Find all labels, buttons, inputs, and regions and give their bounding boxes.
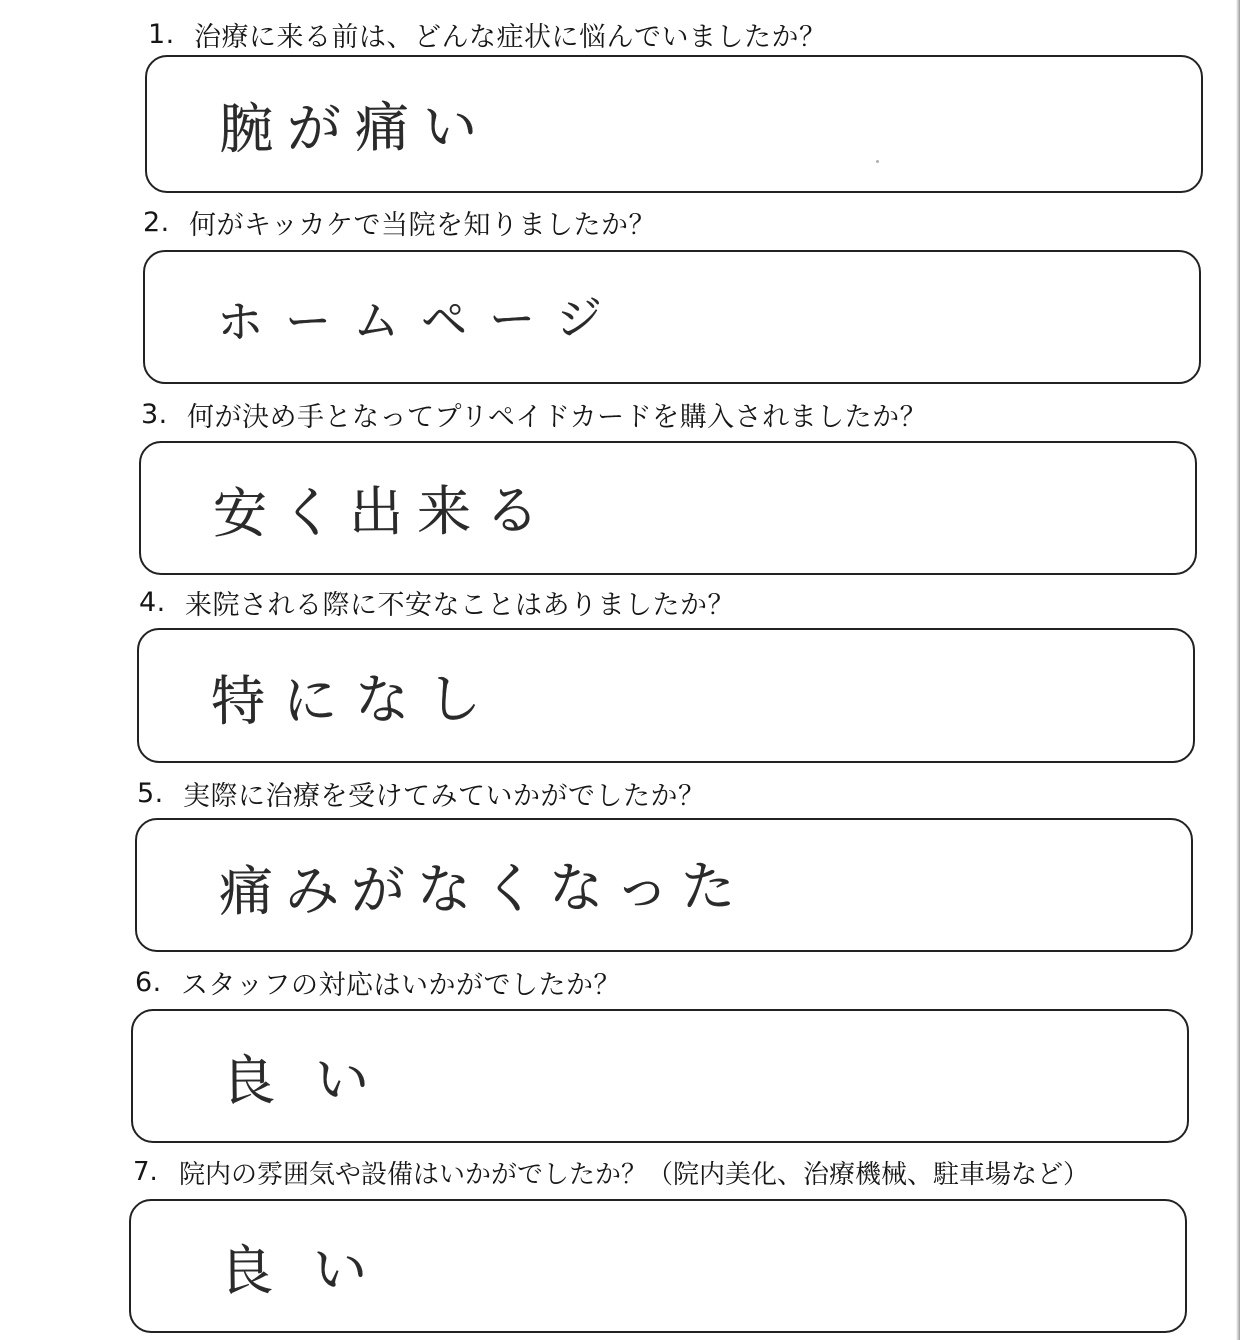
handwritten-answer: ホームページ [216,290,625,350]
handwritten-answer: 特になし [210,666,500,733]
scan-speck [876,160,879,163]
question-number: 1. [148,18,175,50]
scan-edge [1236,0,1240,1340]
handwritten-answer: 安く出来る [212,478,554,546]
answer-box-3 [139,441,1197,575]
question-text: 治療に来る前は、どんな症状に悩んでいましたか？ [194,21,827,53]
handwritten-answer: 良い [220,1047,410,1113]
question-text: 来院される際に不安なことはありましたか？ [185,589,735,621]
question-7 [133,1152,1089,1192]
question-text: 何が決め手となってプリペイドカードを購入されましたか？ [187,401,928,433]
question-text: 院内の雰囲気や設備はいかがでしたか？（院内美化、治療機械、駐車場など） [179,1159,1090,1190]
handwritten-answer: 腕が痛い [218,95,492,161]
question-text: 実際に治療を受けてみていかがでしたか？ [183,780,706,812]
question-number: 6. [135,966,162,998]
question-number: 3. [141,398,168,430]
question-text: スタッフの対応はいかがでしたか？ [181,969,621,1001]
question-5 [137,773,706,813]
question-number: 2. [143,206,170,238]
question-2 [143,202,656,242]
question-4 [139,582,735,622]
answer-box-7 [129,1199,1187,1333]
question-1 [148,14,827,54]
question-number: 4. [139,586,166,618]
question-6 [135,962,621,1002]
handwritten-answer: 良い [218,1237,408,1303]
answer-box-6 [131,1009,1189,1143]
answer-box-2 [143,250,1201,384]
handwritten-answer: 痛みがなくなった [218,854,748,924]
answer-box-1 [145,55,1203,193]
answer-box-4 [137,628,1195,763]
question-text: 何がキッカケで当院を知りましたか？ [189,209,656,241]
question-3 [141,394,927,434]
question-number: 5. [137,777,164,809]
answer-box-5 [135,818,1193,952]
question-number: 7. [133,1157,158,1187]
